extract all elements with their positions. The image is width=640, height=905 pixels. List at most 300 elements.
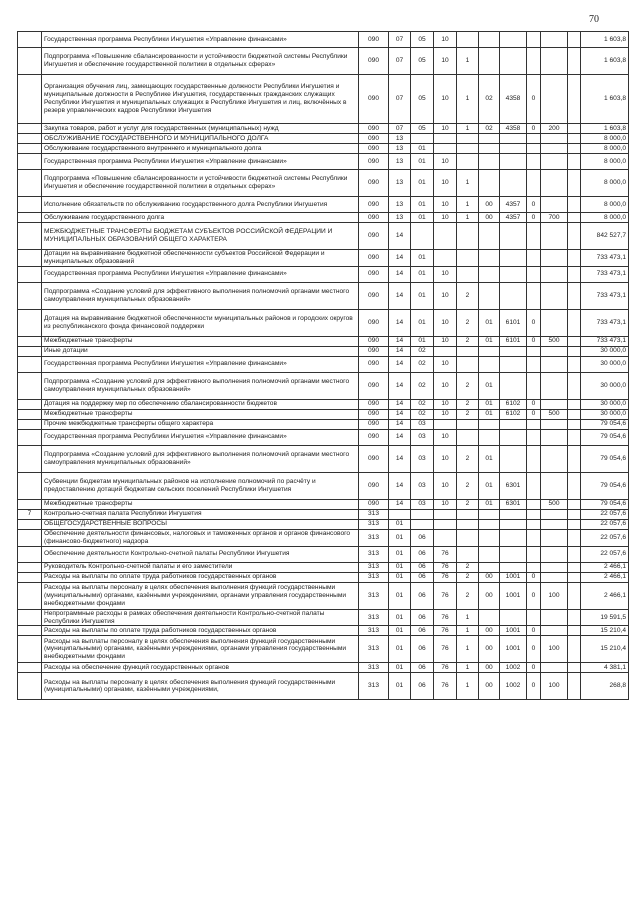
section-code-cell: 14 — [389, 399, 411, 409]
row-index-cell — [18, 124, 42, 134]
item-name-cell: Контрольно-счетная палата Республики Ингушетия — [42, 509, 359, 519]
subsection-code-cell: 05 — [411, 124, 434, 134]
table-row — [18, 48, 629, 75]
program-code-cell: 10 — [434, 75, 457, 124]
subprogram-code-cell — [457, 546, 479, 562]
item-name-cell: Государственная программа Республики Ингушетия «Управление финансами» — [42, 266, 359, 282]
subsection-code-cell: 01 — [411, 266, 434, 282]
expense-type-cell — [541, 170, 568, 197]
ministry-code-cell: 313 — [359, 546, 389, 562]
subsection-code-cell — [411, 134, 434, 144]
subsection-code-cell: 01 — [411, 250, 434, 267]
program-code-cell — [434, 134, 457, 144]
direction-suffix-cell — [527, 144, 541, 154]
section-code-cell: 01 — [389, 572, 411, 582]
table-row — [18, 75, 629, 124]
item-name-cell: Подпрограмма «Повышение сбалансированности и устойчивости бюджетной системы Республики Ингушетия и обеспечение государственной политики в отдельных сферах» — [42, 170, 359, 197]
table-row — [18, 472, 629, 499]
event-code-cell — [479, 32, 500, 48]
item-name-cell: Субвенции бюджетам муниципальных районов на исполнение полномочий по расчёту и предоставлению дотаций бюджетам сельских поселений Республики Ингушетия — [42, 472, 359, 499]
program-code-cell — [434, 509, 457, 519]
row-index-cell — [18, 445, 42, 472]
row-index-cell — [18, 472, 42, 499]
ministry-code-cell: 090 — [359, 445, 389, 472]
row-index-cell — [18, 144, 42, 154]
ministry-code-cell: 313 — [359, 626, 389, 636]
subprogram-code-cell: 1 — [457, 170, 479, 197]
item-name-cell: Иные дотации — [42, 346, 359, 356]
direction-code-cell: 6101 — [500, 336, 527, 346]
extra-code-cell — [568, 48, 581, 75]
subsection-code-cell: 06 — [411, 562, 434, 572]
table-row — [18, 223, 629, 250]
subsection-code-cell: 06 — [411, 546, 434, 562]
extra-code-cell — [568, 529, 581, 546]
program-code-cell: 76 — [434, 582, 457, 609]
row-index-cell — [18, 282, 42, 309]
section-code-cell: 14 — [389, 282, 411, 309]
table-row — [18, 572, 629, 582]
section-code-cell: 14 — [389, 429, 411, 445]
row-index-cell — [18, 636, 42, 663]
item-name-cell: Дотации на выравнивание бюджетной обеспеченности субъектов Российской Федерации и муниципальных образований — [42, 250, 359, 267]
program-code-cell: 10 — [434, 124, 457, 134]
subsection-code-cell: 06 — [411, 572, 434, 582]
row-index-cell — [18, 346, 42, 356]
section-code-cell: 14 — [389, 356, 411, 372]
program-code-cell: 76 — [434, 626, 457, 636]
subprogram-code-cell — [457, 509, 479, 519]
expense-type-cell: 100 — [541, 673, 568, 700]
expense-type-cell — [541, 509, 568, 519]
subsection-code-cell: 02 — [411, 409, 434, 419]
extra-code-cell — [568, 582, 581, 609]
direction-code-cell: 4357 — [500, 197, 527, 213]
row-index-cell — [18, 663, 42, 673]
direction-suffix-cell — [527, 472, 541, 499]
item-name-cell: Расходы на обеспечение функций государственных органов — [42, 663, 359, 673]
amount-cell: 8 000,0 — [581, 144, 629, 154]
expense-type-cell — [541, 445, 568, 472]
direction-code-cell: 4358 — [500, 124, 527, 134]
subsection-code-cell: 06 — [411, 663, 434, 673]
table-row — [18, 134, 629, 144]
direction-code-cell — [500, 144, 527, 154]
table-row — [18, 673, 629, 700]
row-index-cell — [18, 409, 42, 419]
ministry-code-cell: 313 — [359, 582, 389, 609]
section-code-cell: 13 — [389, 134, 411, 144]
ministry-code-cell: 090 — [359, 75, 389, 124]
subsection-code-cell: 06 — [411, 636, 434, 663]
ministry-code-cell: 090 — [359, 124, 389, 134]
amount-cell: 79 054,6 — [581, 429, 629, 445]
direction-suffix-cell — [527, 356, 541, 372]
table-row — [18, 213, 629, 223]
table-row — [18, 636, 629, 663]
section-code-cell: 07 — [389, 124, 411, 134]
ministry-code-cell: 090 — [359, 32, 389, 48]
extra-code-cell — [568, 197, 581, 213]
row-index-cell — [18, 529, 42, 546]
ministry-code-cell: 090 — [359, 213, 389, 223]
ministry-code-cell: 313 — [359, 529, 389, 546]
subprogram-code-cell — [457, 429, 479, 445]
subprogram-code-cell — [457, 419, 479, 429]
section-code-cell: 14 — [389, 472, 411, 499]
item-name-cell: Подпрограмма «Создание условий для эффективного выполнения полномочий органами местного самоуправления муниципальных образований» — [42, 445, 359, 472]
event-code-cell: 02 — [479, 75, 500, 124]
event-code-cell — [479, 170, 500, 197]
direction-code-cell — [500, 609, 527, 626]
ministry-code-cell: 090 — [359, 48, 389, 75]
extra-code-cell — [568, 562, 581, 572]
row-index-cell — [18, 499, 42, 509]
amount-cell: 15 210,4 — [581, 636, 629, 663]
item-name-cell: Расходы на выплаты по оплате труда работников государственных органов — [42, 572, 359, 582]
event-code-cell — [479, 223, 500, 250]
table-row — [18, 663, 629, 673]
row-index-cell — [18, 32, 42, 48]
section-code-cell: 07 — [389, 75, 411, 124]
table-row — [18, 250, 629, 267]
direction-code-cell — [500, 529, 527, 546]
amount-cell: 30 000,0 — [581, 409, 629, 419]
amount-cell: 1 603,8 — [581, 48, 629, 75]
row-index-cell — [18, 609, 42, 626]
section-code-cell: 01 — [389, 673, 411, 700]
extra-code-cell — [568, 154, 581, 170]
event-code-cell: 01 — [479, 409, 500, 419]
expense-type-cell — [541, 519, 568, 529]
expense-type-cell: 500 — [541, 409, 568, 419]
section-code-cell: 01 — [389, 546, 411, 562]
item-name-cell: Межбюджетные трансферты — [42, 499, 359, 509]
direction-suffix-cell: 0 — [527, 409, 541, 419]
subprogram-code-cell: 2 — [457, 445, 479, 472]
row-index-cell — [18, 582, 42, 609]
extra-code-cell — [568, 499, 581, 509]
extra-code-cell — [568, 134, 581, 144]
ministry-code-cell: 313 — [359, 562, 389, 572]
item-name-cell: Обеспечение деятельности Контрольно-счетной палаты Республики Ингушетия — [42, 546, 359, 562]
subsection-code-cell: 01 — [411, 197, 434, 213]
direction-suffix-cell: 0 — [527, 636, 541, 663]
amount-cell: 79 054,6 — [581, 472, 629, 499]
program-code-cell: 76 — [434, 673, 457, 700]
section-code-cell: 13 — [389, 170, 411, 197]
subprogram-code-cell: 1 — [457, 48, 479, 75]
direction-code-cell: 1002 — [500, 673, 527, 700]
section-code-cell: 14 — [389, 445, 411, 472]
event-code-cell — [479, 519, 500, 529]
amount-cell: 19 591,5 — [581, 609, 629, 626]
event-code-cell — [479, 48, 500, 75]
item-name-cell: ОБСЛУЖИВАНИЕ ГОСУДАРСТВЕННОГО И МУНИЦИПАЛЬНОГО ДОЛГА — [42, 134, 359, 144]
item-name-cell: Межбюджетные трансферты — [42, 409, 359, 419]
ministry-code-cell: 313 — [359, 609, 389, 626]
direction-suffix-cell — [527, 346, 541, 356]
direction-suffix-cell: 0 — [527, 336, 541, 346]
section-code-cell: 13 — [389, 197, 411, 213]
program-code-cell: 10 — [434, 472, 457, 499]
item-name-cell: Обслуживание государственного внутреннего и муниципального долга — [42, 144, 359, 154]
expense-type-cell — [541, 144, 568, 154]
amount-cell: 1 603,8 — [581, 75, 629, 124]
item-name-cell: Государственная программа Республики Ингушетия «Управление финансами» — [42, 356, 359, 372]
item-name-cell: Прочие межбюджетные трансферты общего характера — [42, 419, 359, 429]
amount-cell: 1 603,8 — [581, 124, 629, 134]
program-code-cell — [434, 144, 457, 154]
program-code-cell: 10 — [434, 170, 457, 197]
ministry-code-cell: 090 — [359, 356, 389, 372]
item-name-cell: Закупка товаров, работ и услуг для государственных (муниципальных) нужд — [42, 124, 359, 134]
item-name-cell: Подпрограмма «Создание условий для эффективного выполнения полномочий органами местного самоуправления муниципальных образований» — [42, 282, 359, 309]
program-code-cell — [434, 223, 457, 250]
direction-suffix-cell — [527, 170, 541, 197]
subsection-code-cell — [411, 519, 434, 529]
item-name-cell: Непрограммные расходы в рамках обеспечения деятельности Контрольно-счетной палаты Республики Ингушетия — [42, 609, 359, 626]
amount-cell: 733 473,1 — [581, 266, 629, 282]
direction-code-cell — [500, 429, 527, 445]
expense-type-cell — [541, 472, 568, 499]
row-index-cell — [18, 372, 42, 399]
extra-code-cell — [568, 346, 581, 356]
event-code-cell — [479, 356, 500, 372]
direction-suffix-cell — [527, 223, 541, 250]
subprogram-code-cell: 1 — [457, 636, 479, 663]
row-index-cell — [18, 266, 42, 282]
amount-cell: 2 466,1 — [581, 572, 629, 582]
direction-code-cell: 4358 — [500, 75, 527, 124]
program-code-cell: 76 — [434, 562, 457, 572]
expense-type-cell: 200 — [541, 124, 568, 134]
program-code-cell: 76 — [434, 663, 457, 673]
subprogram-code-cell — [457, 32, 479, 48]
program-code-cell: 76 — [434, 546, 457, 562]
subprogram-code-cell — [457, 356, 479, 372]
amount-cell: 2 466,1 — [581, 582, 629, 609]
subsection-code-cell: 02 — [411, 372, 434, 399]
subprogram-code-cell — [457, 154, 479, 170]
section-code-cell: 14 — [389, 419, 411, 429]
event-code-cell: 01 — [479, 399, 500, 409]
item-name-cell: Обеспечение деятельности финансовых, налоговых и таможенных органов и органов финансового (финансово-бюджетного) надзора — [42, 529, 359, 546]
extra-code-cell — [568, 673, 581, 700]
event-code-cell — [479, 346, 500, 356]
event-code-cell — [479, 134, 500, 144]
section-code-cell: 13 — [389, 154, 411, 170]
program-code-cell: 10 — [434, 266, 457, 282]
expense-type-cell: 100 — [541, 636, 568, 663]
subsection-code-cell: 06 — [411, 609, 434, 626]
event-code-cell: 01 — [479, 336, 500, 346]
row-index-cell — [18, 429, 42, 445]
subsection-code-cell: 01 — [411, 282, 434, 309]
section-code-cell: 01 — [389, 582, 411, 609]
ministry-code-cell: 090 — [359, 346, 389, 356]
section-code-cell: 13 — [389, 144, 411, 154]
direction-suffix-cell — [527, 609, 541, 626]
direction-suffix-cell — [527, 499, 541, 509]
amount-cell: 733 473,1 — [581, 309, 629, 336]
direction-suffix-cell — [527, 529, 541, 546]
direction-suffix-cell — [527, 419, 541, 429]
table-row — [18, 499, 629, 509]
item-name-cell: ОБЩЕГОСУДАРСТВЕННЫЕ ВОПРОСЫ — [42, 519, 359, 529]
direction-suffix-cell: 0 — [527, 213, 541, 223]
table-row — [18, 336, 629, 346]
subsection-code-cell: 01 — [411, 309, 434, 336]
expense-type-cell — [541, 197, 568, 213]
item-name-cell: Расходы на выплаты персоналу в целях обеспечения выполнения функций государственными (муниципальными) органами, казёнными учреждениями, органами управления государственными внебюджетными фондами — [42, 582, 359, 609]
ministry-code-cell: 090 — [359, 134, 389, 144]
program-code-cell: 10 — [434, 356, 457, 372]
subprogram-code-cell: 2 — [457, 409, 479, 419]
item-name-cell: Государственная программа Республики Ингушетия «Управление финансами» — [42, 154, 359, 170]
expense-type-cell — [541, 372, 568, 399]
subprogram-code-cell — [457, 134, 479, 144]
direction-code-cell: 1001 — [500, 636, 527, 663]
expense-type-cell — [541, 309, 568, 336]
amount-cell: 79 054,6 — [581, 499, 629, 509]
direction-code-cell: 1001 — [500, 626, 527, 636]
event-code-cell: 00 — [479, 213, 500, 223]
section-code-cell: 14 — [389, 309, 411, 336]
event-code-cell: 00 — [479, 197, 500, 213]
program-code-cell — [434, 419, 457, 429]
item-name-cell: Организация обучения лиц, замещающих государственные должности Республики Ингушетия и муниципальные должности в Республике Ингушетия, государственных гражданских служащих Республики Ингушетия и муниципальных служащих в Республике Ингушетия и лиц, включённых в резерв управленческих кадров Республики Ингушетия — [42, 75, 359, 124]
budget-table — [17, 31, 629, 700]
extra-code-cell — [568, 282, 581, 309]
ministry-code-cell: 090 — [359, 223, 389, 250]
direction-suffix-cell: 0 — [527, 309, 541, 336]
direction-suffix-cell — [527, 445, 541, 472]
expense-type-cell — [541, 223, 568, 250]
table-row — [18, 509, 629, 519]
expense-type-cell — [541, 154, 568, 170]
amount-cell: 2 466,1 — [581, 562, 629, 572]
program-code-cell: 10 — [434, 154, 457, 170]
section-code-cell: 14 — [389, 266, 411, 282]
amount-cell: 8 000,0 — [581, 154, 629, 170]
subprogram-code-cell: 2 — [457, 562, 479, 572]
table-row — [18, 32, 629, 48]
direction-code-cell — [500, 32, 527, 48]
ministry-code-cell: 313 — [359, 636, 389, 663]
extra-code-cell — [568, 409, 581, 419]
program-code-cell: 76 — [434, 572, 457, 582]
expense-type-cell — [541, 356, 568, 372]
direction-code-cell — [500, 509, 527, 519]
direction-code-cell — [500, 445, 527, 472]
ministry-code-cell: 090 — [359, 170, 389, 197]
event-code-cell: 00 — [479, 673, 500, 700]
ministry-code-cell: 313 — [359, 663, 389, 673]
subprogram-code-cell: 1 — [457, 663, 479, 673]
ministry-code-cell: 090 — [359, 499, 389, 509]
table-row — [18, 197, 629, 213]
subprogram-code-cell — [457, 266, 479, 282]
ministry-code-cell: 313 — [359, 519, 389, 529]
amount-cell: 733 473,1 — [581, 282, 629, 309]
item-name-cell: Расходы на выплаты по оплате труда работников государственных органов — [42, 626, 359, 636]
direction-code-cell: 4357 — [500, 213, 527, 223]
ministry-code-cell: 090 — [359, 409, 389, 419]
section-code-cell: 14 — [389, 346, 411, 356]
expense-type-cell — [541, 609, 568, 626]
ministry-code-cell: 090 — [359, 419, 389, 429]
amount-cell: 8 000,0 — [581, 170, 629, 197]
direction-code-cell: 6301 — [500, 499, 527, 509]
expense-type-cell — [541, 346, 568, 356]
item-name-cell: Исполнение обязательств по обслуживанию государственного долга Республики Ингушетия — [42, 197, 359, 213]
section-code-cell: 01 — [389, 626, 411, 636]
row-index-cell: 7 — [18, 509, 42, 519]
event-code-cell — [479, 562, 500, 572]
event-code-cell: 02 — [479, 124, 500, 134]
table-row — [18, 609, 629, 626]
row-index-cell — [18, 170, 42, 197]
program-code-cell: 10 — [434, 445, 457, 472]
item-name-cell: Дотация на выравнивание бюджетной обеспеченности муниципальных районов и городских округов из республиканского фонда финансовой поддержки — [42, 309, 359, 336]
item-name-cell: Межбюджетные трансферты — [42, 336, 359, 346]
section-code-cell: 13 — [389, 213, 411, 223]
expense-type-cell — [541, 266, 568, 282]
program-code-cell: 10 — [434, 499, 457, 509]
extra-code-cell — [568, 144, 581, 154]
page-number: 70 — [589, 14, 599, 25]
subprogram-code-cell: 1 — [457, 75, 479, 124]
amount-cell: 30 000,0 — [581, 399, 629, 409]
direction-code-cell: 6102 — [500, 409, 527, 419]
table-row — [18, 419, 629, 429]
expense-type-cell: 700 — [541, 213, 568, 223]
direction-code-cell — [500, 372, 527, 399]
ministry-code-cell: 313 — [359, 673, 389, 700]
table-row — [18, 154, 629, 170]
direction-suffix-cell: 0 — [527, 673, 541, 700]
subprogram-code-cell — [457, 223, 479, 250]
program-code-cell — [434, 250, 457, 267]
subsection-code-cell: 01 — [411, 144, 434, 154]
direction-suffix-cell: 0 — [527, 399, 541, 409]
row-index-cell — [18, 419, 42, 429]
amount-cell: 842 527,7 — [581, 223, 629, 250]
table-row — [18, 144, 629, 154]
direction-suffix-cell — [527, 250, 541, 267]
section-code-cell: 14 — [389, 336, 411, 346]
subprogram-code-cell — [457, 144, 479, 154]
extra-code-cell — [568, 250, 581, 267]
extra-code-cell — [568, 509, 581, 519]
event-code-cell: 01 — [479, 499, 500, 509]
subprogram-code-cell: 2 — [457, 372, 479, 399]
extra-code-cell — [568, 356, 581, 372]
direction-code-cell — [500, 250, 527, 267]
event-code-cell: 01 — [479, 472, 500, 499]
extra-code-cell — [568, 213, 581, 223]
item-name-cell: Обслуживание государственного долга — [42, 213, 359, 223]
subsection-code-cell: 02 — [411, 356, 434, 372]
extra-code-cell — [568, 75, 581, 124]
item-name-cell: Подпрограмма «Повышение сбалансированности и устойчивости бюджетной системы Республики Ингушетия и обеспечение государственной политики в отдельных сферах» — [42, 48, 359, 75]
amount-cell: 4 381,1 — [581, 663, 629, 673]
subsection-code-cell — [411, 509, 434, 519]
section-code-cell: 07 — [389, 32, 411, 48]
event-code-cell: 00 — [479, 582, 500, 609]
row-index-cell — [18, 250, 42, 267]
